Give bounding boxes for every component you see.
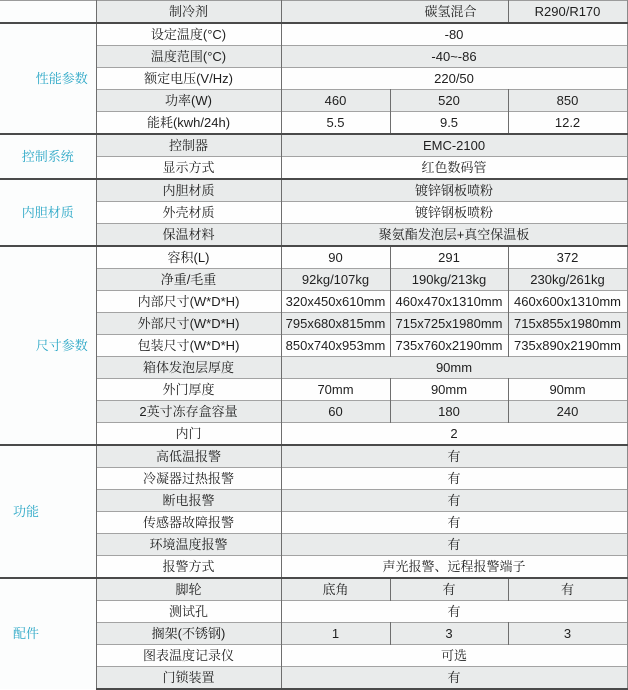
row-parameter-label: 制冷剂 xyxy=(96,1,281,24)
row-value-cell: EMC-2100 xyxy=(281,134,627,157)
row-value-cell: 声光报警、远程报警端子 xyxy=(281,556,627,579)
section-category-label: 性能参数 xyxy=(0,23,96,134)
row-parameter-label: 外门厚度 xyxy=(96,379,281,401)
row-parameter-label: 报警方式 xyxy=(96,556,281,579)
table-row xyxy=(0,246,627,269)
row-parameter-label: 容积(L) xyxy=(96,246,281,269)
section-category-label xyxy=(0,1,96,24)
row-value-cell: 有 xyxy=(281,534,627,556)
row-value-cell: 3 xyxy=(390,623,508,645)
row-value-cell: 460 xyxy=(281,90,390,112)
row-parameter-label: 内部尺寸(W*D*H) xyxy=(96,291,281,313)
row-value-cell: 60 xyxy=(281,401,390,423)
section-category-label: 配件 xyxy=(0,578,96,689)
row-parameter-label: 图表温度记录仪 xyxy=(96,645,281,667)
section-category-label: 控制系统 xyxy=(0,134,96,179)
row-parameter-label: 搁架(不锈钢) xyxy=(96,623,281,645)
row-parameter-label: 外壳材质 xyxy=(96,202,281,224)
row-value-cell: 有 xyxy=(281,601,627,623)
row-value-cell: 320x450x610mm xyxy=(281,291,390,313)
spec-table-body xyxy=(0,1,627,690)
row-value-cell: -40~-86 xyxy=(281,46,627,68)
row-parameter-label: 净重/毛重 xyxy=(96,269,281,291)
row-parameter-label: 控制器 xyxy=(96,134,281,157)
row-value-cell: 底角 xyxy=(281,578,390,601)
row-value-cell: 12.2 xyxy=(508,112,627,135)
row-value-cell: R290/R170 xyxy=(508,1,627,24)
row-value-cell: 795x680x815mm xyxy=(281,313,390,335)
row-value-cell: 715x855x1980mm xyxy=(508,313,627,335)
row-value-cell: 735x760x2190mm xyxy=(390,335,508,357)
row-parameter-label: 箱体发泡层厚度 xyxy=(96,357,281,379)
row-value-cell: 220/50 xyxy=(281,68,627,90)
row-parameter-label: 外部尺寸(W*D*H) xyxy=(96,313,281,335)
row-parameter-label: 环境温度报警 xyxy=(96,534,281,556)
row-value-cell: 碳氢混合 xyxy=(281,1,508,24)
table-row xyxy=(0,179,627,202)
row-value-cell: 9.5 xyxy=(390,112,508,135)
row-parameter-label: 断电报警 xyxy=(96,490,281,512)
row-value-cell: 372 xyxy=(508,246,627,269)
row-parameter-label: 保温材料 xyxy=(96,224,281,247)
row-value-cell: 5.5 xyxy=(281,112,390,135)
row-value-cell: 镀锌钢板喷粉 xyxy=(281,179,627,202)
row-value-cell: 180 xyxy=(390,401,508,423)
row-parameter-label: 功率(W) xyxy=(96,90,281,112)
row-parameter-label: 包装尺寸(W*D*H) xyxy=(96,335,281,357)
row-value-cell: 有 xyxy=(281,490,627,512)
row-value-cell: 2 xyxy=(281,423,627,446)
row-value-cell: 镀锌钢板喷粉 xyxy=(281,202,627,224)
row-parameter-label: 温度范围(°C) xyxy=(96,46,281,68)
row-value-cell: -80 xyxy=(281,23,627,46)
row-value-cell: 有 xyxy=(281,512,627,534)
row-value-cell: 850x740x953mm xyxy=(281,335,390,357)
row-parameter-label: 门锁装置 xyxy=(96,667,281,690)
row-value-cell: 460x600x1310mm xyxy=(508,291,627,313)
row-value-cell: 230kg/261kg xyxy=(508,269,627,291)
row-parameter-label: 传感器故障报警 xyxy=(96,512,281,534)
row-value-cell: 92kg/107kg xyxy=(281,269,390,291)
row-parameter-label: 脚轮 xyxy=(96,578,281,601)
row-parameter-label: 内门 xyxy=(96,423,281,446)
row-value-cell: 291 xyxy=(390,246,508,269)
row-value-cell: 520 xyxy=(390,90,508,112)
row-value-cell: 红色数码管 xyxy=(281,157,627,180)
row-parameter-label: 内胆材质 xyxy=(96,179,281,202)
row-value-cell: 3 xyxy=(508,623,627,645)
row-value-cell: 190kg/213kg xyxy=(390,269,508,291)
section-category-label: 尺寸参数 xyxy=(0,246,96,445)
row-value-cell: 有 xyxy=(281,445,627,468)
table-row xyxy=(0,23,627,46)
row-value-cell: 有 xyxy=(281,468,627,490)
table-row xyxy=(0,1,627,24)
row-parameter-label: 额定电压(V/Hz) xyxy=(96,68,281,90)
row-value-cell: 90mm xyxy=(281,357,627,379)
row-value-cell: 聚氨酯发泡层+真空保温板 xyxy=(281,224,627,247)
row-value-cell: 90mm xyxy=(508,379,627,401)
section-category-label: 内胆材质 xyxy=(0,179,96,246)
section-category-label: 功能 xyxy=(0,445,96,578)
row-value-cell: 460x470x1310mm xyxy=(390,291,508,313)
row-value-cell: 1 xyxy=(281,623,390,645)
row-parameter-label: 高低温报警 xyxy=(96,445,281,468)
row-value-cell: 有 xyxy=(281,667,627,690)
row-value-cell: 850 xyxy=(508,90,627,112)
table-row xyxy=(0,578,627,601)
row-value-cell: 90 xyxy=(281,246,390,269)
row-parameter-label: 2英寸冻存盒容量 xyxy=(96,401,281,423)
row-value-cell: 70mm xyxy=(281,379,390,401)
row-parameter-label: 测试孔 xyxy=(96,601,281,623)
row-value-cell: 有 xyxy=(390,578,508,601)
table-row xyxy=(0,445,627,468)
row-parameter-label: 显示方式 xyxy=(96,157,281,180)
row-parameter-label: 能耗(kwh/24h) xyxy=(96,112,281,135)
table-row xyxy=(0,134,627,157)
row-parameter-label: 冷凝器过热报警 xyxy=(96,468,281,490)
row-value-cell: 可选 xyxy=(281,645,627,667)
row-value-cell: 715x725x1980mm xyxy=(390,313,508,335)
row-value-cell: 有 xyxy=(508,578,627,601)
row-value-cell: 90mm xyxy=(390,379,508,401)
row-value-cell: 240 xyxy=(508,401,627,423)
row-parameter-label: 设定温度(°C) xyxy=(96,23,281,46)
row-value-cell: 735x890x2190mm xyxy=(508,335,627,357)
